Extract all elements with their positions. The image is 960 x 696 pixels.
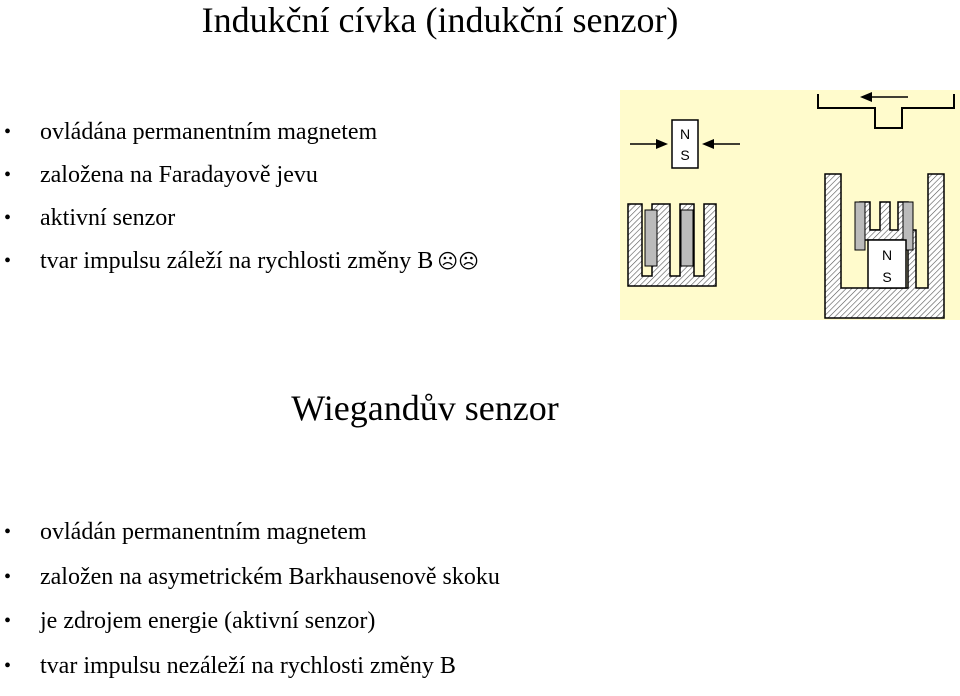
list-item: • tvar impulsu záleží na rychlosti změny B ☹☹	[0, 247, 479, 290]
list-item: • ovládána permanentním magnetem	[0, 118, 479, 161]
page-title: Indukční cívka (indukční senzor)	[0, 0, 880, 40]
magnet-top-s: S	[680, 147, 689, 163]
coil-left-2	[681, 210, 693, 266]
frown-icon: ☹☹	[437, 249, 479, 273]
magnet-bottom-n: N	[882, 247, 892, 263]
list-item: • tvar impulsu nezáleží na rychlosti změny B	[0, 652, 500, 696]
section-title-wiegand: Wiegandův senzor	[0, 388, 850, 428]
wiegand-bullet-list	[0, 518, 500, 696]
coil-right-1	[855, 202, 865, 250]
list-item: • založen na asymetrickém Barkhausenově skoku	[0, 563, 500, 608]
list-item: • založena na Faradayově jevu	[0, 161, 479, 204]
list-item: • aktivní senzor	[0, 204, 479, 247]
list-item: • je zdrojem energie (aktivní senzor)	[0, 607, 500, 652]
list-item: • ovládán permanentním magnetem	[0, 518, 500, 563]
induction-bullet-list	[0, 118, 479, 290]
magnet-bottom-s: S	[882, 269, 891, 285]
coil-left-1	[645, 210, 657, 266]
core-right-pole	[860, 202, 908, 240]
magnet-top-n: N	[680, 126, 690, 142]
sensor-diagram	[620, 90, 960, 320]
